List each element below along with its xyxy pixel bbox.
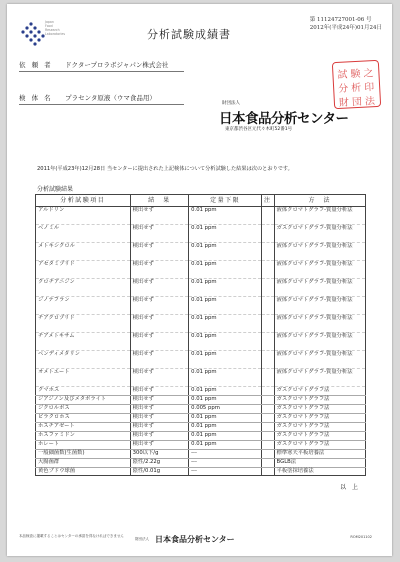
report-sheet [7,4,392,556]
cell-result: 検出せず [130,225,189,243]
svg-text:Food: Food [45,24,53,28]
cell-limit: 0.01 ppm [189,423,262,432]
cell-result: 検出せず [130,207,189,225]
cell-method: 液体クロマトグラフ-質量分析法 [274,351,365,369]
cell-result: 検出せず [130,414,189,423]
cell-note [262,396,275,405]
cell-note [262,468,275,476]
cell-item: ベノミル [36,225,131,243]
cell-note [262,441,275,450]
cell-method: 液体クロマトグラフ-質量分析法 [274,315,365,333]
cell-item: メトキシクロル [36,243,131,261]
cell-method: 液体クロマトグラフ-質量分析法 [274,261,365,279]
svg-text:Japan: Japan [45,20,54,24]
cell-item: 一般細菌数(生菌数) [36,450,131,459]
cell-limit: 0.01 ppm [189,387,262,396]
client-field [19,60,168,69]
cell-result: 検出せず [130,423,189,432]
sample-field [19,93,156,102]
header-limit: 定量下限 [189,195,262,207]
cell-limit: 0.01 ppm [189,369,262,387]
cell-result: 陰性/2.22g [130,459,189,468]
table-row [36,405,366,414]
cell-limit: --- [189,468,262,476]
cell-note [262,459,275,468]
cell-result: 検出せず [130,243,189,261]
document-title: 分析試験成績書 [147,28,231,41]
cell-method: ガスクロマトグラフ法 [274,423,365,432]
header-note: 注 [262,195,275,207]
cell-method: ガスクロマトグラフ法 [274,441,365,450]
cell-result: 検出せず [130,432,189,441]
end-mark: 以 上 [340,484,359,491]
table-row [36,414,366,423]
cell-method: 平板塗抹培養法 [274,468,365,476]
cell-note [262,207,275,225]
cell-method: 標準寒天平板培養法 [274,450,365,459]
cell-item: ホスチアゼート [36,423,131,432]
header-method: 方 法 [274,195,365,207]
cell-limit: 0.01 ppm [189,414,262,423]
cell-item: ペンディメタリン [36,351,131,369]
cell-result: 検出せず [130,315,189,333]
cell-result: 検出せず [130,396,189,405]
svg-text:Laboratories: Laboratories [45,32,65,36]
cell-limit: 0.005 ppm [189,405,262,414]
table-row [36,459,366,468]
footer-org-name: 日本食品分析センター [155,535,235,544]
table-row [36,432,366,441]
cell-note [262,243,275,261]
statement: 2011年(平成23年)12月28日 当センターに提出された上記検体について分析試験した結果は次のとおりです。 [37,166,293,172]
sample-underline [19,104,184,105]
cell-item: アルドリン [36,207,131,225]
sample-value: プラセンタ原液（ウマ食品用） [65,94,156,102]
cell-limit: 0.01 ppm [189,432,262,441]
cell-result: 検出せず [130,333,189,351]
institute-logo-icon [17,16,75,50]
table-row [36,468,366,476]
cell-item: ジノテフラン [36,297,131,315]
footer-code: ROM201102 [350,535,372,539]
cell-limit: 0.01 ppm [189,261,262,279]
cell-note [262,369,275,387]
org-address: 東京都渋谷区元代々木町52番1号 [225,127,293,132]
cell-item: オメトエート [36,369,131,387]
cell-item: クロチアニジン [36,279,131,297]
table-row [36,297,366,315]
cell-item: ホスファミドン [36,432,131,441]
cell-method: 液体クロマトグラフ-質量分析法 [274,207,365,225]
report-number: 第 11124727001-06 号 [309,17,372,23]
cell-result: 検出せず [130,405,189,414]
header-result: 結 果 [130,195,189,207]
table-row [36,369,366,387]
cell-result: 検出せず [130,261,189,279]
table-header-row [36,195,366,207]
cell-result: 検出せず [130,351,189,369]
cell-item: ジアジノン及びメタボライト [36,396,131,405]
cell-limit: 0.01 ppm [189,207,262,225]
cell-limit: 0.01 ppm [189,243,262,261]
svg-text:Research: Research [45,28,60,32]
cell-method: 液体クロマトグラフ-質量分析法 [274,333,365,351]
cell-method: ガスクロマトグラフ法 [274,414,365,423]
cell-note [262,279,275,297]
red-seal-stamp: 試 験 之 分 析 印 財 団 法 [332,60,381,109]
cell-method: ガスクロマトグラフ-質量分析法 [274,225,365,243]
cell-limit: 0.01 ppm [189,225,262,243]
table-row [36,351,366,369]
cell-result: 検出せず [130,387,189,396]
cell-result: 検出せず [130,297,189,315]
cell-method: ガスクロマトグラフ法 [274,405,365,414]
cell-item: チアクロプリド [36,315,131,333]
cell-method: ガスクロマトグラフ法 [274,396,365,405]
table-row [36,243,366,261]
footer-note: 本品検査に掲載することはセンターの承諾を得なければできません [19,534,124,538]
cell-item: アセタミプリド [36,261,131,279]
cell-limit: --- [189,459,262,468]
cell-limit: 0.01 ppm [189,333,262,351]
header-item: 分析試験項目 [36,195,131,207]
table-row [36,387,366,396]
table-row [36,279,366,297]
org-name: 日本食品分析センター [219,111,349,127]
cell-item: ピラクロホス [36,414,131,423]
cell-item: ジクロルボス [36,405,131,414]
cell-result: 300以下/g [130,450,189,459]
cell-note [262,315,275,333]
cell-limit: 0.01 ppm [189,279,262,297]
cell-method: ガスクロマトグラフ法 [274,387,365,396]
cell-note [262,450,275,459]
cell-note [262,351,275,369]
client-label: 依 頼 者 [19,61,53,69]
cell-note [262,333,275,351]
section-title: 分析試験結果 [37,186,74,193]
table-row [36,207,366,225]
cell-method: ガスクロマトグラフ法 [274,432,365,441]
client-underline [19,71,184,72]
cell-item: 黄色ブドウ球菌 [36,468,131,476]
cell-limit: --- [189,450,262,459]
report-date: 2012年(平成24年)01月24日 [309,25,382,31]
sample-label: 検 体 名 [19,94,53,102]
table-row [36,450,366,459]
report-number-block [310,16,382,32]
cell-note [262,225,275,243]
cell-item: ホレート [36,441,131,450]
cell-result: 陰性/0.01g [130,468,189,476]
cell-method: BGLB法 [274,459,365,468]
cell-limit: 0.01 ppm [189,315,262,333]
cell-note [262,405,275,414]
cell-method: 液体クロマトグラフ-質量分析法 [274,369,365,387]
cell-note [262,261,275,279]
table-row [36,396,366,405]
cell-limit: 0.01 ppm [189,441,262,450]
cell-note [262,414,275,423]
table-row [36,441,366,450]
cell-note [262,387,275,396]
cell-item: チアメトキサム [36,333,131,351]
cell-note [262,423,275,432]
table-row [36,225,366,243]
cell-limit: 0.01 ppm [189,351,262,369]
cell-method: 液体クロマトグラフ-質量分析法 [274,243,365,261]
client-value: ドクタープロラボジャパン株式会社 [65,61,169,69]
cell-method: 液体クロマトグラフ-質量分析法 [274,279,365,297]
org-type: 財団法人 [222,101,240,106]
cell-note [262,297,275,315]
cell-note [262,432,275,441]
results-table [35,194,366,476]
table-row [36,261,366,279]
table-row [36,333,366,351]
table-row [36,423,366,432]
table-row [36,315,366,333]
cell-result: 検出せず [130,369,189,387]
cell-limit: 0.01 ppm [189,297,262,315]
cell-result: 検出せず [130,279,189,297]
cell-item: クマホス [36,387,131,396]
cell-result: 検出せず [130,441,189,450]
cell-item: 大腸菌群 [36,459,131,468]
cell-method: 液体クロマトグラフ-質量分析法 [274,297,365,315]
cell-limit: 0.01 ppm [189,396,262,405]
footer-org-type: 財団法人 [135,537,149,541]
